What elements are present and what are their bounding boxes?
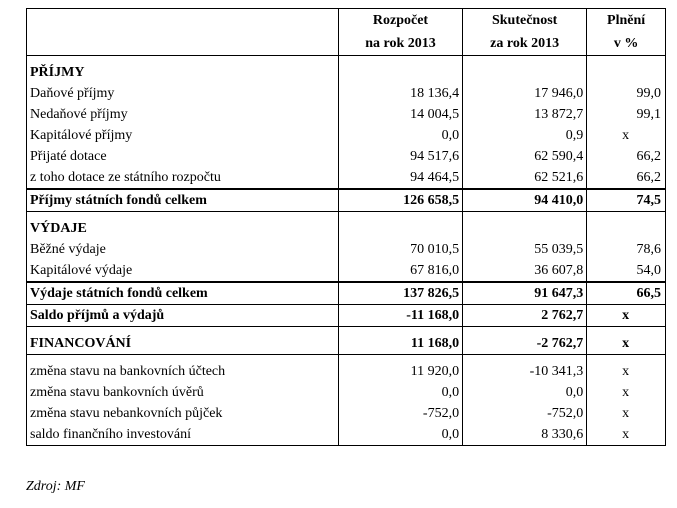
balance-row	[27, 305, 666, 327]
financing-row	[27, 327, 666, 355]
table-row	[27, 355, 666, 383]
actual-value: 62 590,4	[463, 146, 587, 167]
header-row-2	[27, 32, 666, 56]
pct-value: 74,5	[587, 189, 666, 212]
header-budget-line1: Rozpočet	[338, 9, 462, 33]
row-label: změna stavu nebankovních půjček	[27, 403, 339, 424]
pct-value: x	[587, 327, 666, 355]
header-pct-line2: v %	[587, 32, 666, 56]
pct-value: 99,0	[587, 83, 666, 104]
budget-value: 14 004,5	[338, 104, 462, 125]
pct-value: 54,0	[587, 260, 666, 282]
row-label: z toho dotace ze státního rozpočtu	[27, 167, 339, 189]
row-label: Běžné výdaje	[27, 239, 339, 260]
row-label: Příjmy státních fondů celkem	[27, 189, 339, 212]
table-row	[27, 146, 666, 167]
budget-value	[338, 212, 462, 240]
table-row	[27, 125, 666, 146]
pct-value: 66,5	[587, 282, 666, 305]
row-label: Výdaje státních fondů celkem	[27, 282, 339, 305]
header-pct-line1: Plnění	[587, 9, 666, 33]
budget-value: -752,0	[338, 403, 462, 424]
budget-value: 126 658,5	[338, 189, 462, 212]
table-row	[27, 424, 666, 446]
actual-value: 36 607,8	[463, 260, 587, 282]
actual-value	[463, 212, 587, 240]
pct-value: 66,2	[587, 146, 666, 167]
pct-value	[587, 212, 666, 240]
budget-value: 94 464,5	[338, 167, 462, 189]
table-row	[27, 167, 666, 189]
actual-value: 8 330,6	[463, 424, 587, 446]
actual-value: -752,0	[463, 403, 587, 424]
row-label: Daňové příjmy	[27, 83, 339, 104]
budget-value: 70 010,5	[338, 239, 462, 260]
table-row	[27, 104, 666, 125]
actual-value: 0,0	[463, 382, 587, 403]
pct-value: 99,1	[587, 104, 666, 125]
actual-value	[463, 56, 587, 84]
row-label: změna stavu bankovních úvěrů	[27, 382, 339, 403]
pct-value: x	[587, 403, 666, 424]
header-empty-cell	[27, 32, 339, 56]
table-row	[27, 403, 666, 424]
budget-value: 11 920,0	[338, 355, 462, 383]
actual-value: 13 872,7	[463, 104, 587, 125]
budget-value: 67 816,0	[338, 260, 462, 282]
row-label: VÝDAJE	[27, 212, 339, 240]
total-row-income	[27, 189, 666, 212]
pct-value: 78,6	[587, 239, 666, 260]
actual-value: -10 341,3	[463, 355, 587, 383]
row-label: saldo finančního investování	[27, 424, 339, 446]
pct-value: x	[587, 305, 666, 327]
budget-value: 0,0	[338, 424, 462, 446]
budget-value	[338, 56, 462, 84]
total-row-expenditure	[27, 282, 666, 305]
pct-value: x	[587, 355, 666, 383]
actual-value: 55 039,5	[463, 239, 587, 260]
row-label: FINANCOVÁNÍ	[27, 327, 339, 355]
row-label: Saldo příjmů a výdajů	[27, 305, 339, 327]
header-actual-line1: Skutečnost	[463, 9, 587, 33]
budget-value: -11 168,0	[338, 305, 462, 327]
actual-value: 0,9	[463, 125, 587, 146]
budget-value: 137 826,5	[338, 282, 462, 305]
budget-value: 18 136,4	[338, 83, 462, 104]
pct-value: 66,2	[587, 167, 666, 189]
budget-value: 0,0	[338, 125, 462, 146]
pct-value: x	[587, 125, 666, 146]
source-note: Zdroj: MF	[26, 479, 85, 494]
row-label: Nedaňové příjmy	[27, 104, 339, 125]
actual-value: 91 647,3	[463, 282, 587, 305]
pct-value: x	[587, 424, 666, 446]
budget-value: 94 517,6	[338, 146, 462, 167]
row-label: PŘÍJMY	[27, 56, 339, 84]
table-row	[27, 239, 666, 260]
header-actual-line2: za rok 2013	[463, 32, 587, 56]
header-budget-line2: na rok 2013	[338, 32, 462, 56]
table-row	[27, 260, 666, 282]
actual-value: -2 762,7	[463, 327, 587, 355]
row-label: Kapitálové výdaje	[27, 260, 339, 282]
pct-value	[587, 56, 666, 84]
table-row	[27, 212, 666, 240]
budget-table	[26, 8, 666, 446]
row-label: Přijaté dotace	[27, 146, 339, 167]
actual-value: 94 410,0	[463, 189, 587, 212]
actual-value: 17 946,0	[463, 83, 587, 104]
table-row	[27, 83, 666, 104]
row-label: změna stavu na bankovních účtech	[27, 355, 339, 383]
row-label: Kapitálové příjmy	[27, 125, 339, 146]
actual-value: 62 521,6	[463, 167, 587, 189]
table-row	[27, 382, 666, 403]
actual-value: 2 762,7	[463, 305, 587, 327]
header-empty-cell	[27, 9, 339, 33]
table-row	[27, 56, 666, 84]
pct-value: x	[587, 382, 666, 403]
budget-value: 11 168,0	[338, 327, 462, 355]
budget-value: 0,0	[338, 382, 462, 403]
header-row-1	[27, 9, 666, 33]
